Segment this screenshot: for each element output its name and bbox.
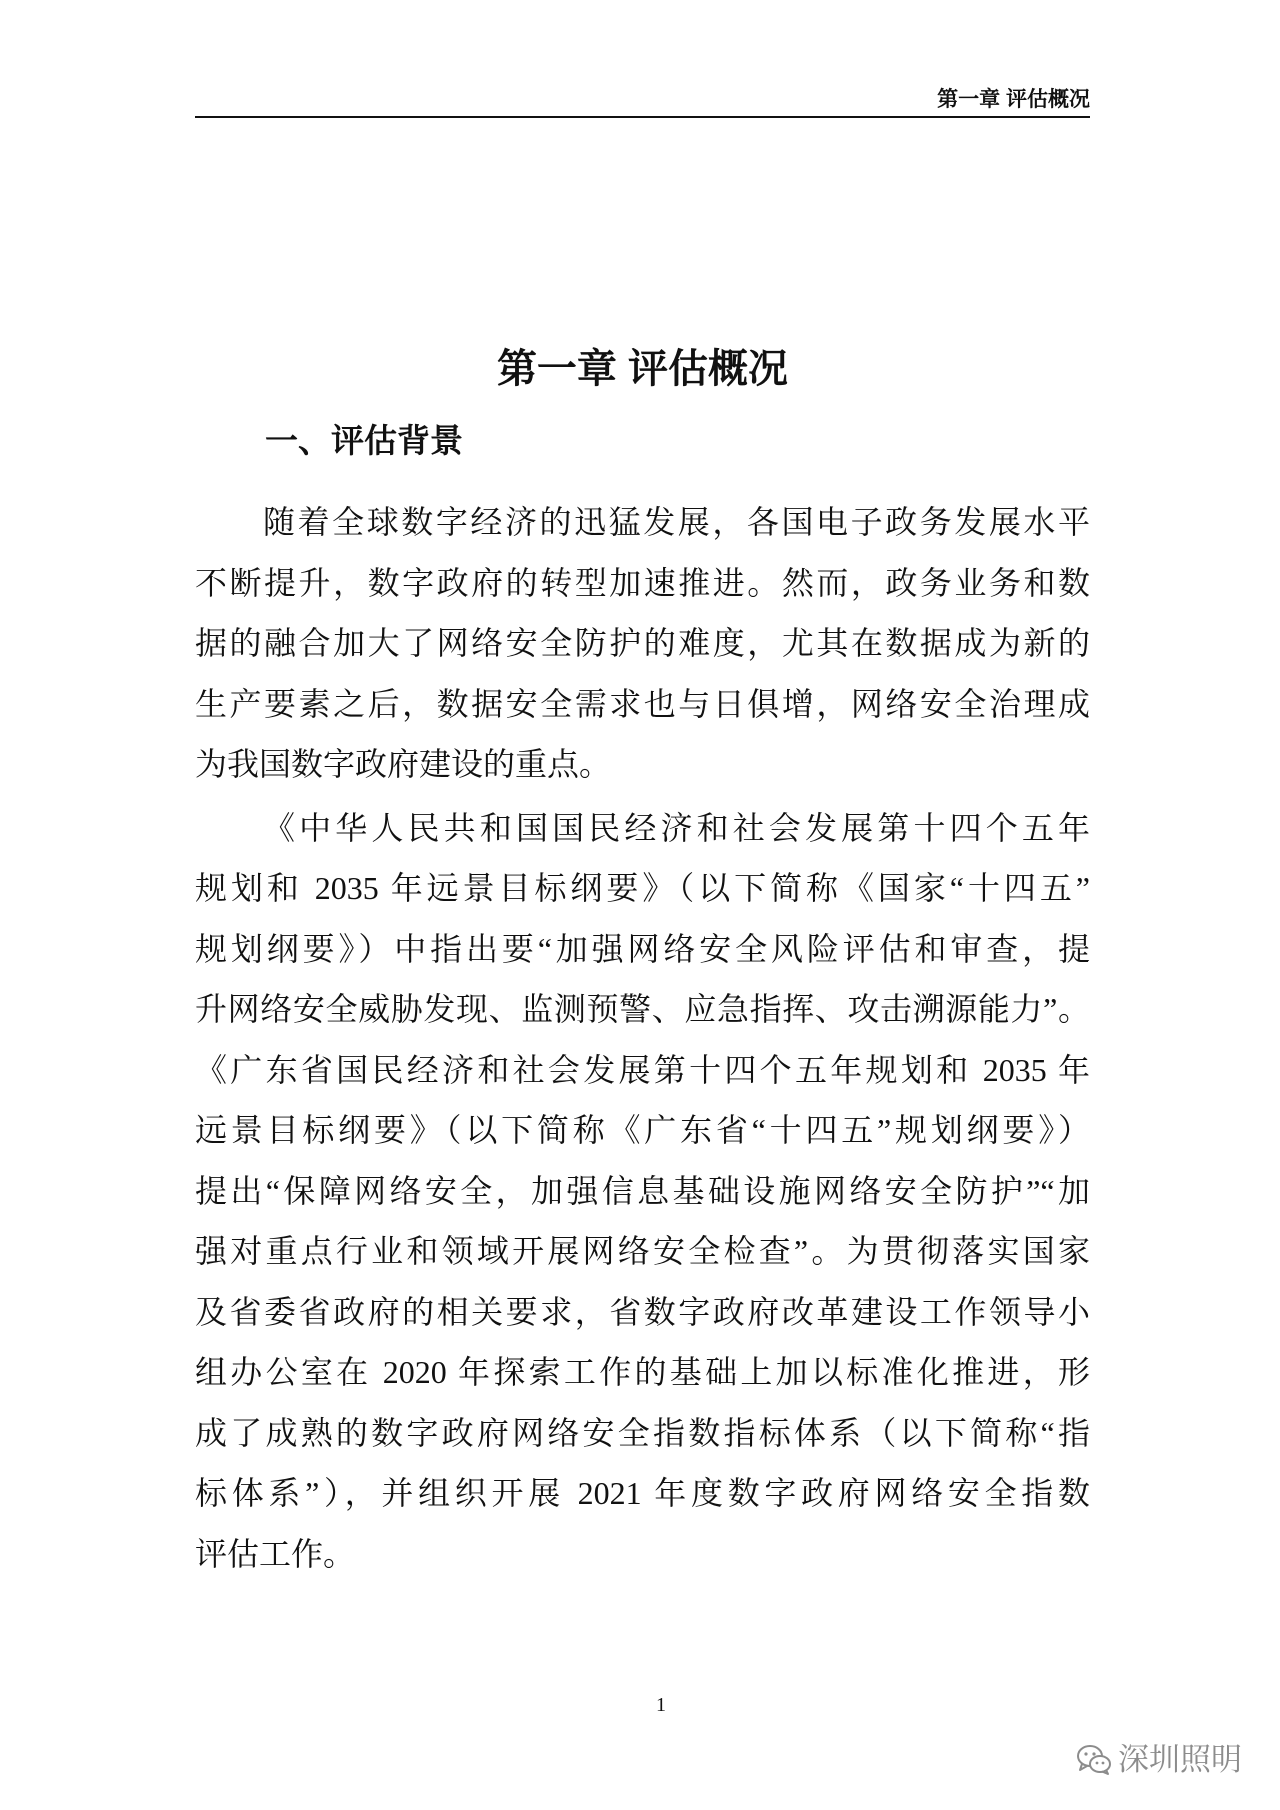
header-rule	[195, 116, 1090, 118]
text-line: 规划纲要》）中指出要“加强网络安全风险评估和审查，提	[195, 930, 1090, 967]
text-line: 标体系”），并组织开展 2021 年度数字政府网络安全指数	[195, 1475, 1090, 1511]
text-line: 成了成熟的数字政府网络安全指数指标体系（以下简称“指	[195, 1414, 1090, 1451]
paragraph-background	[195, 492, 1090, 795]
text-line: 不断提升，数字政府的转型加速推进。然而，政务业务和数	[195, 564, 1090, 601]
text-line: 为我国数字政府建设的重点。	[195, 746, 612, 782]
section-heading: 一、评估背景	[265, 422, 463, 459]
watermark	[1076, 1738, 1242, 1782]
watermark-text: 深圳照明	[1118, 1742, 1242, 1777]
text-line: 评估工作。	[195, 1535, 356, 1572]
chapter-title: 第一章 评估概况	[496, 347, 789, 391]
running-header: 第一章 评估概况	[937, 88, 1090, 111]
text-line: 提出“保障网络安全，加强信息基础设施网络安全防护”“加	[195, 1172, 1090, 1209]
wechat-icon	[1076, 1744, 1112, 1776]
body-text	[195, 492, 1090, 1584]
text-line: 生产要素之后，数据安全需求也与日俱增，网络安全治理成	[195, 685, 1090, 722]
text-line: 《中华人民共和国国民经济和社会发展第十四个五年	[263, 809, 1090, 846]
page-number: 1	[656, 1694, 666, 1716]
text-line: 远景目标纲要》（以下简称《广东省“十四五”规划纲要》）	[195, 1112, 1090, 1148]
text-line: 《广东省国民经济和社会发展第十四个五年规划和 2035 年	[195, 1051, 1090, 1088]
paragraph-policy	[195, 798, 1090, 1585]
text-line: 强对重点行业和领域开展网络安全检查”。为贯彻落实国家	[195, 1233, 1090, 1269]
text-line: 及省委省政府的相关要求，省数字政府改革建设工作领导小	[195, 1293, 1090, 1330]
text-line: 规划和 2035 年远景目标纲要》（以下简称《国家“十四五”	[195, 870, 1090, 906]
text-line: 组办公室在 2020 年探索工作的基础上加以标准化推进，形	[195, 1354, 1090, 1390]
text-line: 升网络安全威胁发现、监测预警、应急指挥、攻击溯源能力”。	[195, 991, 1090, 1027]
text-line: 随着全球数字经济的迅猛发展，各国电子政务发展水平	[263, 504, 1090, 540]
text-line: 据的融合加大了网络安全防护的难度，尤其在数据成为新的	[195, 625, 1090, 661]
